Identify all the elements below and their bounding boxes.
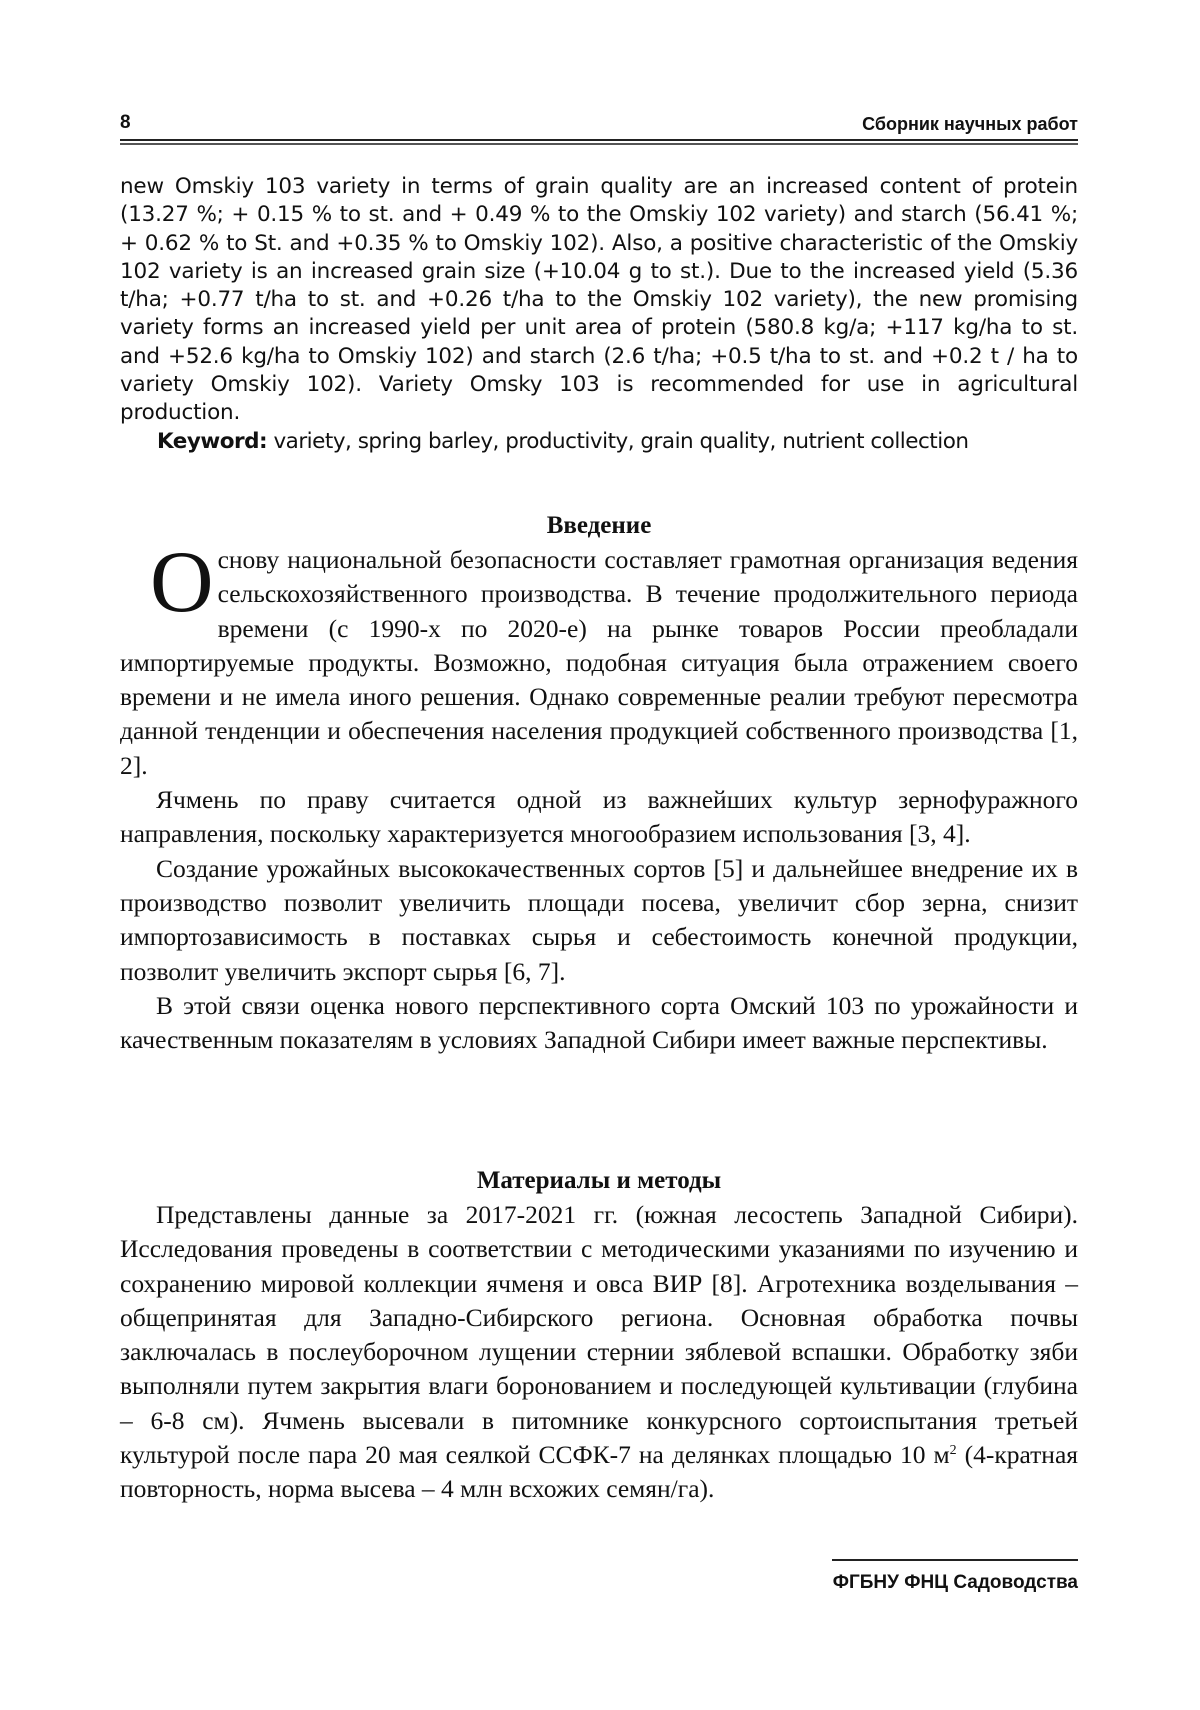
keywords-label: Keyword:	[157, 428, 268, 454]
methods-heading: Материалы и методы	[476, 1167, 722, 1194]
abstract-text: new Omskiy 103 variety in terms of grain quality are an increased content of protein (13.27 %; + 0.15 % to st. and + 0.49 % to the Omskiy 102 variety) and starch (56.41 %; + 0.62 % to St. and +0.35 % to Omskiy 102). Also, a positive characteristic of the Omskiy 102 variety is an increased grain size (+10.04 g to st.). Due to the increased yield (5.36 t/ha; +0.77 t/ha to st. and +0.26 t/ha to the Omskiy 102 variety), the new promising variety forms an increased yield per unit area of protein (580.8 kg/a; +117 kg/ha to st. and +52.6 kg/ha to Omskiy 102) and starch (2.6 t/ha; +0.5 t/ha to st. and +0.2 t / ha to variety Omskiy 102). Variety Omsky 103 is recommended for use in agricultural production.	[120, 174, 1078, 426]
keywords-line	[120, 428, 1078, 456]
introduction-heading: Введение	[546, 512, 652, 539]
journal-title: Сборник научных работ	[862, 114, 1078, 134]
methods-paragraph: Представлены данные за 2017-2021 гг. (южная лесостепь Западной Сибири). Исследования проведены в соответствии с методическими указаниями по изучению и сохранению мировой коллекции ячменя и овса ВИР [8]. Агротехника возделывания – общепринятая для Западно-Сибирского региона. Основная обработка почвы заключалась в послеуборочном лущении стернии зяблевой вспашки. Обработку зяби выполняли путем закрытия влаги боронованием и последующей культивации (глубина – 6-8 см). Ячмень высевали в питомнике конкурсного сортоиспытания третьей культурой после пара 20 мая сеялкой ССФК-7 на делянках площадью 10 $м^2$ (4-кратная повторность, норма высева – 4 млн всхожих семян/га).	[120, 1200, 1078, 1504]
intro-paragraph-2: Ячмень по праву считается одной из важнейших культур зернофуражного направления, поскольку характеризуется многообразием использования [3, 4].	[120, 785, 1078, 849]
keywords-list: variety, spring barley, productivity, grain quality, nutrient collection	[267, 428, 969, 454]
methods-section	[120, 1164, 1078, 1507]
square-superscript: 2	[949, 1443, 957, 1459]
english-abstract	[120, 173, 1078, 456]
header-double-rule	[120, 139, 1078, 145]
footer-rule	[832, 1559, 1078, 1561]
intro-paragraph-1: Основу национальной безопасности составляет грамотная организация ведения сельскохозяйственного производства. В течение продолжительного периода времени (с 1990-х по 2020-е) на рынке товаров России преобладали импортируемые продукты. Возможно, подобная ситуация была отражением своего времени и не имела иного решения. Однако современные реалии требуют пересмотра данной тенденции и обеспечения населения продукцией собственного производства [1, 2].	[120, 534, 1078, 780]
introduction-section	[120, 509, 1078, 1057]
intro-paragraph-4: В этой связи оценка нового перспективного сорта Омский 103 по урожайности и качественным показателям в условиях Западной Сибири имеет важные перспективы.	[120, 990, 1078, 1055]
running-header	[120, 112, 1078, 142]
page-number: 8	[120, 112, 131, 133]
drop-cap: О	[150, 534, 214, 631]
footer-publisher: ФГБНУ ФНЦ Садоводства	[832, 1572, 1078, 1593]
intro-paragraph-3: Создание урожайных высококачественных сортов [5] и дальнейшее внедрение их в производство позволит увеличить площади посева, увеличит сбор зерна, снизит импортозависимость в поставках сырья и себестоимость конечной продукции, позволит увеличить экспорт сырья [6, 7].	[120, 853, 1078, 986]
